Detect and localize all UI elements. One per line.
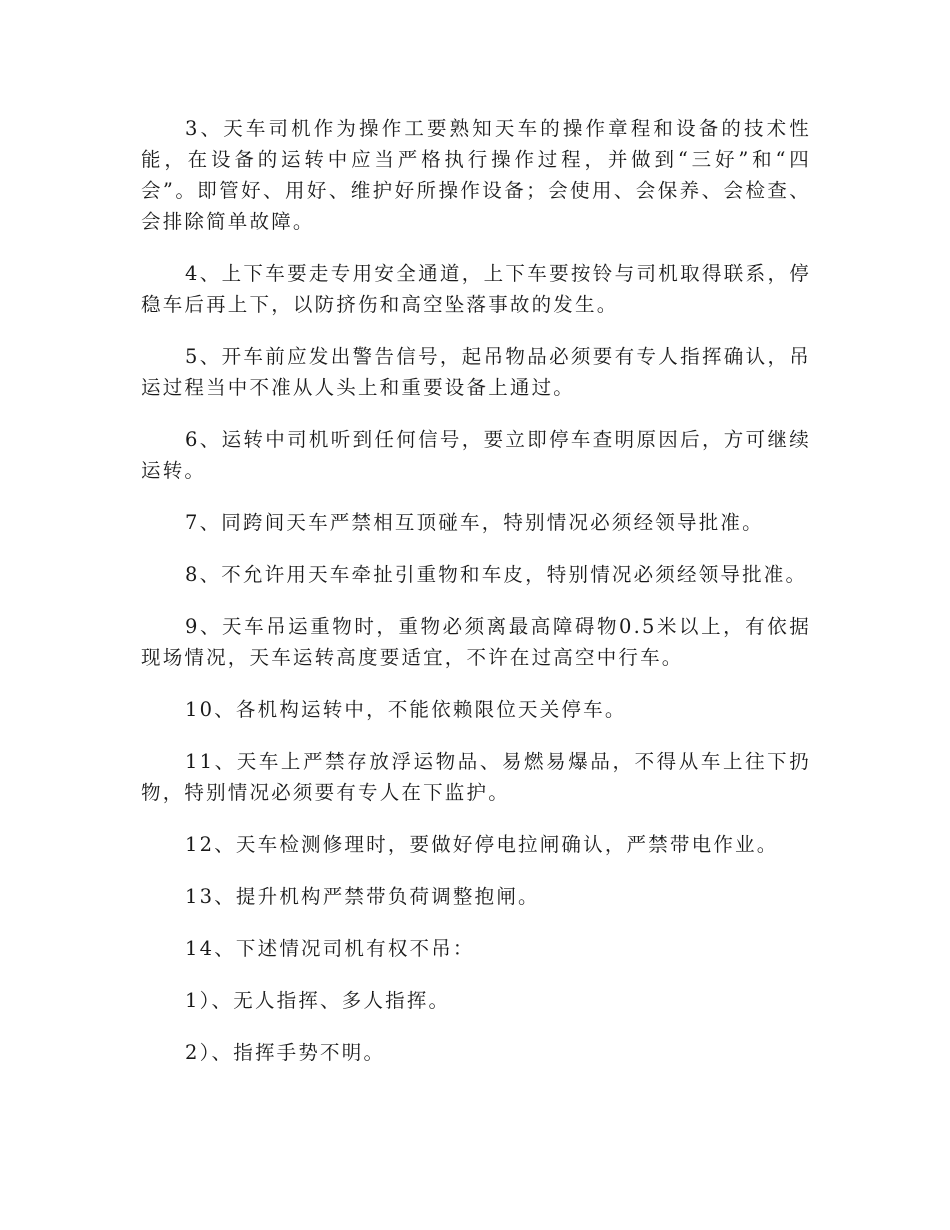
sub-item-1: 1）、无人指挥、多人指挥。 <box>185 989 451 1012</box>
sub-item-2: 2）、指挥手势不明。 <box>185 1041 386 1064</box>
paragraph-item-6: 6、运转中司机听到任何信号，要立即停车查明原因后，方可继续运转。 <box>141 428 811 482</box>
paragraph-item-9: 9、天车吊运重物时，重物必须离最高障碍物0.5米以上，有依据现场情况，天车运转高度要适宜，不许在过高空中行车。 <box>141 615 811 669</box>
document-body <box>141 113 811 1089</box>
paragraph-item-8: 8、不允许用天车牵扯引重物和车皮，特别情况必须经领导批准。 <box>185 563 808 586</box>
paragraph-item-3: 3、天车司机作为操作工要熟知天车的操作章程和设备的技术性能，在设备的运转中应当严格执行操作过程，并做到“三好”和“四会”。即管好、用好、维护好所操作设备；会使用、会保养、会检查、会排除简单故障。 <box>141 117 811 233</box>
paragraph-item-12: 12、天车检测修理时，要做好停电拉闸确认，严禁带电作业。 <box>185 833 779 856</box>
paragraph-item-14: 14、下述情况司机有权不吊： <box>185 937 475 960</box>
paragraph-item-7: 7、同跨间天车严禁相互顶碰车，特别情况必须经领导批准。 <box>185 511 764 534</box>
paragraph-item-10: 10、各机构运转中，不能依赖限位天关停车。 <box>185 698 627 721</box>
paragraph-item-5: 5、开车前应发出警告信号，起吊物品必须要有专人指挥确认，吊运过程当中不准从人头上和重要设备上通过。 <box>141 345 811 399</box>
paragraph-item-4: 4、上下车要走专用安全通道，上下车要按铃与司机取得联系，停稳车后再上下，以防挤伤和高空坠落事故的发生。 <box>141 262 811 316</box>
paragraph-item-13: 13、提升机构严禁带负荷调整抱闸。 <box>185 885 540 908</box>
paragraph-item-11: 11、天车上严禁存放浮运物品、易燃易爆品，不得从车上往下扔物，特别情况必须要有专人在下监护。 <box>141 750 811 804</box>
